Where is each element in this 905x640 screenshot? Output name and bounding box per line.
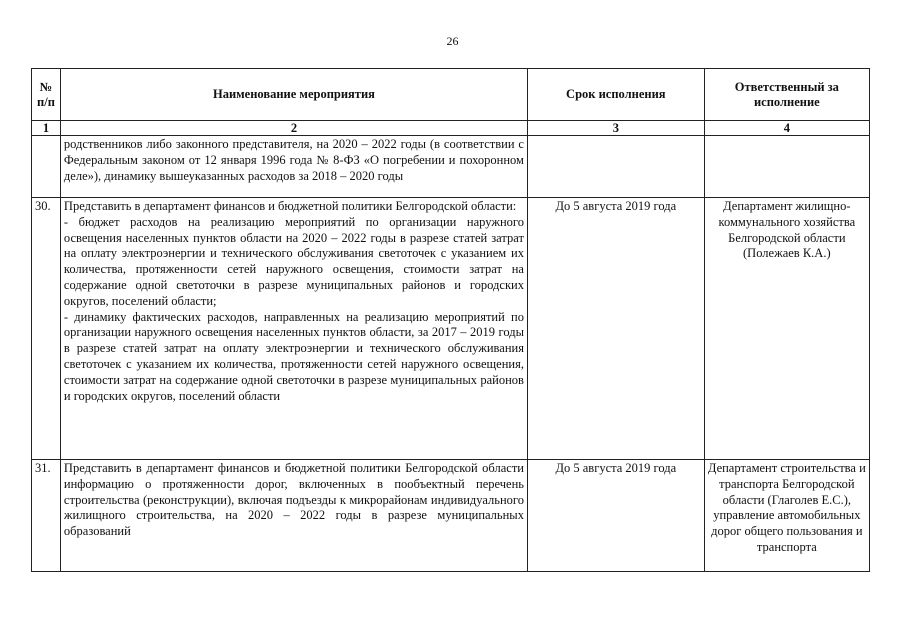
responsible-text	[704, 136, 869, 198]
column-number: 1	[32, 121, 61, 136]
measure-paragraph: - динамику фактических расходов, направленных на реализацию мероприятий по организации наружного освещения населенных пунктов области, за 2017 – 2019 годы в разрезе статей затрат на оплату электроэнергии и технического обслуживания светоточек с указанием их количества, протяженности сетей наружного освещения, стоимости затрат на содержание одной светоточки в разрезе муниципальных районов и городских округов, поселений области	[63, 309, 524, 403]
table-row	[32, 198, 870, 460]
page-number: 26	[446, 34, 459, 48]
measure-paragraph: - бюджет расходов на реализацию мероприятий по организации наружного освещения населенных пунктов области на 2020 – 2022 годы в разрезе статей затрат на оплату электроэнергии и технического обслуживания светоточек с указанием их количества, протяженности сетей наружного освещения, стоимости затрат на содержание одной светоточки в разрезе муниципальных районов и городских округов, поселений области;	[63, 214, 524, 308]
measure-paragraph: Представить в департамент финансов и бюджетной политики Белгородской области:	[63, 199, 517, 213]
header-name: Наименование мероприятия	[60, 69, 527, 121]
responsible-text: Департамент жилищно-коммунального хозяйства Белгородской области (Полежаев К.А.)	[704, 198, 869, 460]
row-number: 30.	[32, 198, 61, 460]
deadline-text: До 5 августа 2019 года	[527, 460, 704, 572]
measure-text: Представить в департамент финансов и бюджетной политики Белгородской области информацию о протяженности дорог, включенных в пообъектный перечень строительства (реконструкции), включая подъезды к микрорайонам индивидуального жилищного строительства, на 2020 – 2022 годы в разрезе муниципальных образований	[60, 460, 527, 572]
measure-text: родственников либо законного представителя, на 2020 – 2022 годы (в соответствии с Федеральным законом от 12 января 1996 года № 8-ФЗ «О погребении и похоронном деле»), динамику вышеуказанных расходов за 2018 – 2020 годы	[60, 136, 527, 198]
deadline-text: До 5 августа 2019 года	[527, 198, 704, 460]
header-deadline: Срок исполнения	[527, 69, 704, 121]
row-number	[32, 136, 61, 198]
column-number: 2	[60, 121, 527, 136]
measures-table	[31, 68, 870, 572]
deadline-text	[527, 136, 704, 198]
header-num: № п/п	[32, 69, 61, 121]
header-responsible: Ответственный за исполнение	[704, 69, 869, 121]
measure-text	[60, 198, 527, 460]
column-number: 4	[704, 121, 869, 136]
column-number-row	[32, 121, 870, 136]
column-number: 3	[527, 121, 704, 136]
row-number: 31.	[32, 460, 61, 572]
table-row	[32, 136, 870, 198]
table-header-row	[32, 69, 870, 121]
table-row	[32, 460, 870, 572]
responsible-text: Департамент строительства и транспорта Белгородской области (Глаголев Е.С.), управление автомобильных дорог общего пользования и транспорта	[704, 460, 869, 572]
